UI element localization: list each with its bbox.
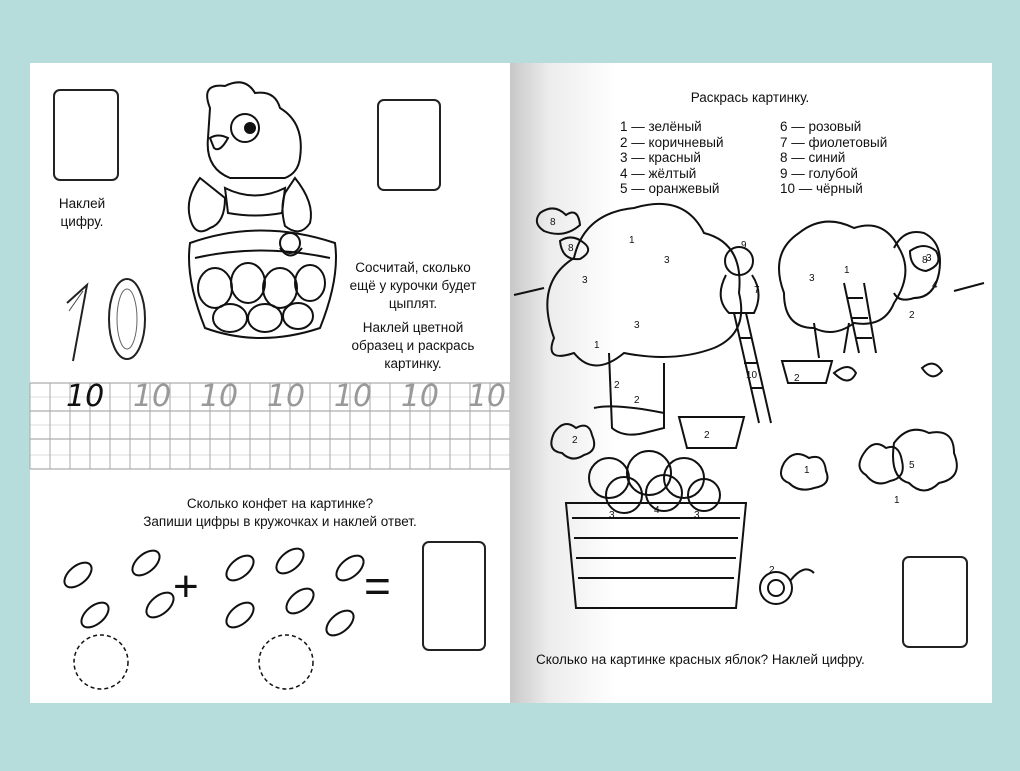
sticker-slot-apples[interactable]: [902, 556, 968, 648]
svg-text:8: 8: [550, 217, 556, 228]
candies-group-middle: [210, 533, 380, 633]
sticker-label: Наклей цифру.: [58, 196, 106, 229]
svg-text:3: 3: [809, 273, 815, 284]
svg-text:1: 1: [894, 495, 900, 506]
answer-circle-right[interactable]: [255, 631, 317, 693]
svg-text:2: 2: [704, 430, 710, 441]
legend-item: 10 — чёрный: [780, 181, 863, 196]
copy-row-item: 10: [199, 379, 239, 414]
legend-item: 7 — фиолетовый: [780, 134, 888, 150]
legend-item: 6 — розовый: [780, 119, 862, 134]
legend-item: 8 — синий: [780, 150, 846, 165]
legend-item: 1 — зелёный: [620, 119, 702, 134]
left-page: [30, 63, 510, 703]
svg-text:10: 10: [746, 370, 758, 381]
copy-row-item: 10: [266, 379, 306, 414]
svg-text:9: 9: [741, 240, 747, 251]
orchard-coloring-illustration: [514, 133, 984, 583]
legend-item: 2 — коричневый: [620, 134, 724, 150]
copy-row-item: 10: [467, 379, 506, 414]
answer-circle-left[interactable]: [70, 631, 132, 693]
svg-text:3: 3: [634, 320, 640, 331]
candy-question: Сколько конфет на картинке? Запиши цифры в кружочках и наклей ответ.: [143, 496, 417, 529]
legend-item: 5 — оранжевый: [620, 181, 720, 196]
svg-text:5: 5: [909, 460, 915, 471]
copy-row-item: 10: [132, 379, 172, 414]
sticker-slot-answer[interactable]: [422, 541, 486, 651]
svg-text:3: 3: [694, 510, 700, 521]
svg-text:2: 2: [572, 435, 578, 446]
legend-item: 4 — жёлтый: [620, 165, 697, 181]
plus-sign: +: [173, 562, 199, 611]
svg-text:4: 4: [932, 280, 938, 291]
coloring-title: Раскрась картинку.: [690, 90, 810, 105]
svg-text:7: 7: [754, 285, 760, 296]
copy-row-item: 10: [333, 379, 373, 414]
svg-text:1: 1: [804, 465, 810, 476]
svg-text:3: 3: [664, 255, 670, 266]
svg-text:2: 2: [909, 310, 915, 321]
apple-question: Сколько на картинке красных яблок? Наклей цифру.: [536, 652, 865, 667]
sticker-slot-top-left[interactable]: [53, 89, 119, 181]
svg-text:3: 3: [926, 253, 932, 264]
svg-text:3: 3: [609, 510, 615, 521]
svg-text:8: 8: [568, 243, 574, 254]
svg-text:1: 1: [594, 340, 600, 351]
svg-text:2: 2: [769, 565, 775, 576]
traced-number-ten: [45, 263, 165, 373]
legend-item: 3 — красный: [620, 150, 701, 165]
legend-item: 9 — голубой: [780, 165, 858, 181]
copy-row-item: 10: [400, 379, 440, 414]
candies-group-left: [50, 533, 180, 633]
chick-question: Сосчитай, сколько ещё у курочки будет цыплят.: [349, 260, 477, 311]
equals-sign: =: [364, 560, 391, 612]
svg-text:8: 8: [922, 255, 928, 266]
svg-text:2: 2: [794, 373, 800, 384]
svg-text:3: 3: [582, 275, 588, 286]
svg-text:1: 1: [629, 235, 635, 246]
svg-text:2: 2: [634, 395, 640, 406]
hen-with-basket-illustration: [170, 78, 350, 368]
sticker-slot-top-right[interactable]: [377, 99, 441, 191]
svg-text:4: 4: [654, 505, 660, 516]
chick-instruction: Наклей цветной образец и раскрась картинку.: [351, 320, 475, 371]
right-page: [510, 63, 992, 703]
copy-row-item: 10: [66, 379, 105, 414]
svg-text:1: 1: [844, 265, 850, 276]
svg-text:2: 2: [614, 380, 620, 391]
copy-row: [66, 379, 506, 413]
